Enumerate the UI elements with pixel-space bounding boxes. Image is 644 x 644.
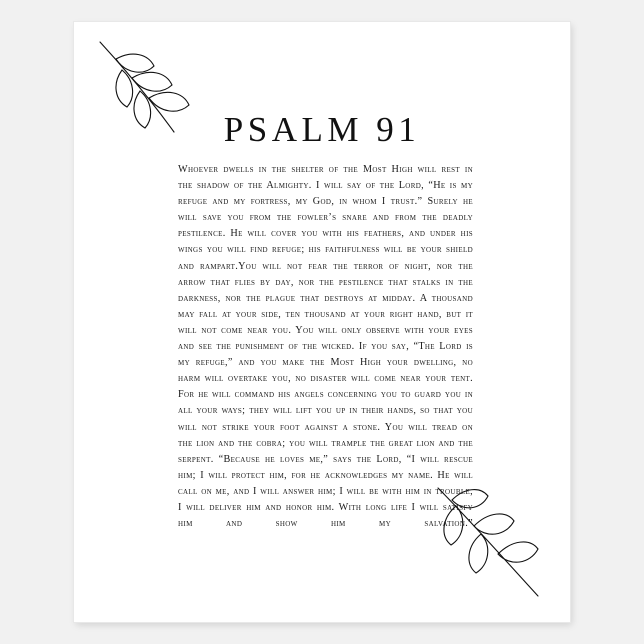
psalm-body-text: Whoever dwells in the shelter of the Most High will rest in the shadow of the Almighty. I will say of the Lord, “He is my refuge and my fortress, my God, in whom I trust.” Surely he will save you from the fowler’s snare and from the deadly pestilence. He will cover you with his feathers, and under his wings you will find refuge; his faithfulness will be your shield and rampart.You will not fear the terror of night, nor the arrow that flies by day, nor the pestilence that stalks in the darkness, nor the plague that destroys at midday. A thousand may fall at your side, ten thousand at your right hand, but it will not come near you. You will only observe with your eyes and see the punishment of the wicked. If you say, “The Lord is my refuge,” and you make the Most High your dwelling, no harm will overtake you, no disaster will come near your tent. For he will command his angels concerning you to guard you in all your ways; they will lift you up in their hands, so that you will not strike your foot against a stone. You will tread on the lion and the cobra; you will trample the great lion and the serpent. “Because he loves me,” says the Lord, “I will rescue him; I will protect him, for he acknowledges my name. He will call on me, and I will answer him; I will be with him in trouble, I will deliver him and honor him. With long life I will satisfy him and show him my salvation.”	[178, 164, 473, 530]
page-title: PSALM 91	[223, 110, 421, 149]
poster-artwork	[74, 22, 570, 622]
